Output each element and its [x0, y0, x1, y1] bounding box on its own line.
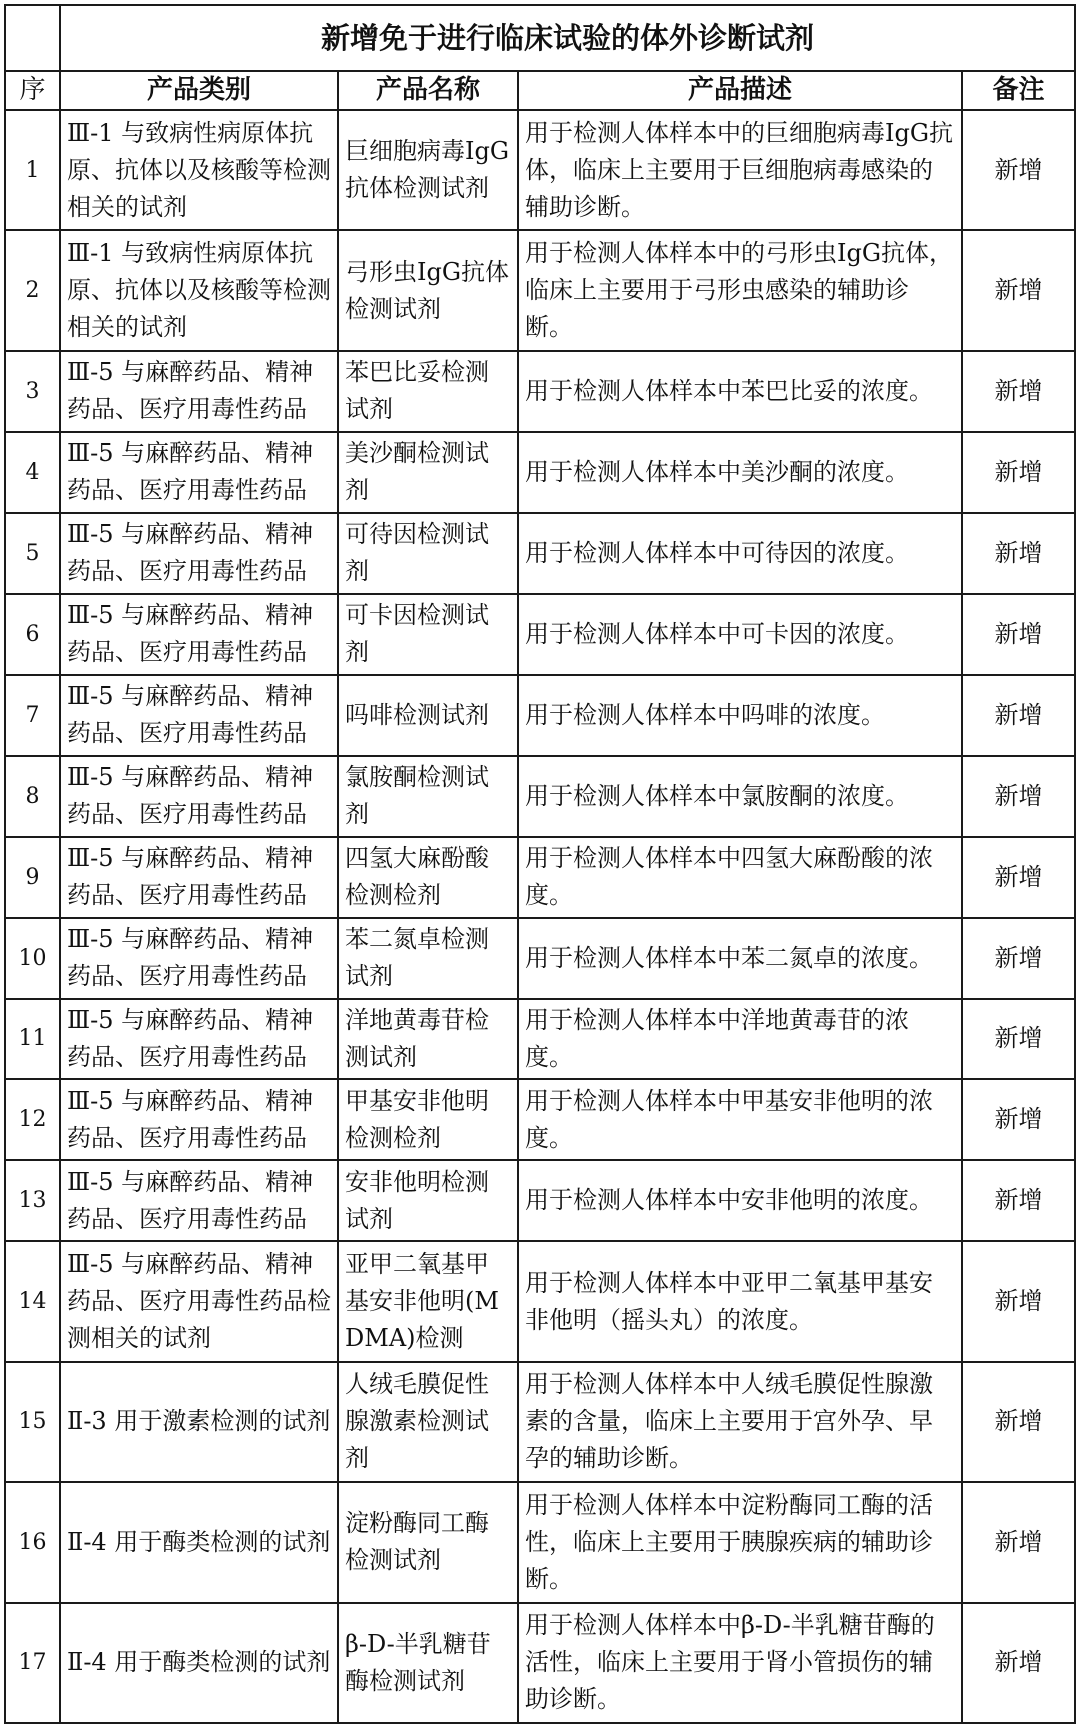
row-num: 12 — [5, 1079, 60, 1160]
row-num: 6 — [5, 594, 60, 675]
row-num: 5 — [5, 513, 60, 594]
table-row — [5, 1362, 1075, 1482]
note-cell: 新增 — [962, 756, 1075, 837]
corner-cell — [5, 5, 60, 71]
product-category: Ⅲ-5 与麻醉药品、精神药品、医疗用毒性药品 — [60, 675, 338, 756]
product-name: 美沙酮检测试剂 — [338, 432, 518, 513]
note-cell: 新增 — [962, 1482, 1075, 1602]
product-category: Ⅲ-5 与麻醉药品、精神药品、医疗用毒性药品 — [60, 837, 338, 918]
row-num: 1 — [5, 110, 60, 230]
note-cell: 新增 — [962, 1603, 1075, 1723]
note-cell: 新增 — [962, 1362, 1075, 1482]
note-cell: 新增 — [962, 918, 1075, 999]
table-row — [5, 999, 1075, 1080]
table-row — [5, 675, 1075, 756]
note-cell: 新增 — [962, 432, 1075, 513]
product-category: Ⅲ-5 与麻醉药品、精神药品、医疗用毒性药品 — [60, 756, 338, 837]
header-description: 产品描述 — [518, 71, 962, 110]
row-num: 9 — [5, 837, 60, 918]
product-category: Ⅲ-5 与麻醉药品、精神药品、医疗用毒性药品 — [60, 1079, 338, 1160]
note-cell: 新增 — [962, 999, 1075, 1080]
product-description: 用于检测人体样本中的弓形虫IgG抗体，临床上主要用于弓形虫感染的辅助诊断。 — [518, 230, 962, 350]
product-name: 安非他明检测试剂 — [338, 1160, 518, 1241]
row-num: 2 — [5, 230, 60, 350]
product-name: 洋地黄毒苷检测试剂 — [338, 999, 518, 1080]
reagent-table — [4, 4, 1076, 1724]
row-num: 4 — [5, 432, 60, 513]
product-name: 四氢大麻酚酸检测检剂 — [338, 837, 518, 918]
product-category: Ⅲ-5 与麻醉药品、精神药品、医疗用毒性药品 — [60, 999, 338, 1080]
table-row — [5, 432, 1075, 513]
header-category: 产品类别 — [60, 71, 338, 110]
product-category: Ⅲ-5 与麻醉药品、精神药品、医疗用毒性药品 — [60, 432, 338, 513]
product-description: 用于检测人体样本中安非他明的浓度。 — [518, 1160, 962, 1241]
table-row — [5, 756, 1075, 837]
note-cell: 新增 — [962, 513, 1075, 594]
note-cell: 新增 — [962, 110, 1075, 230]
table-row — [5, 837, 1075, 918]
product-description: 用于检测人体样本中亚甲二氧基甲基安非他明（摇头丸）的浓度。 — [518, 1241, 962, 1361]
product-name: β-D-半乳糖苷酶检测试剂 — [338, 1603, 518, 1723]
row-num: 16 — [5, 1482, 60, 1602]
row-num: 7 — [5, 675, 60, 756]
table-row — [5, 230, 1075, 350]
product-description: 用于检测人体样本中可待因的浓度。 — [518, 513, 962, 594]
note-cell: 新增 — [962, 837, 1075, 918]
header-note: 备注 — [962, 71, 1075, 110]
table-body — [5, 110, 1075, 1723]
header-row — [5, 71, 1075, 110]
product-name: 巨细胞病毒IgG抗体检测试剂 — [338, 110, 518, 230]
product-category: Ⅱ-3 用于激素检测的试剂 — [60, 1362, 338, 1482]
table-row — [5, 1160, 1075, 1241]
product-category: Ⅲ-5 与麻醉药品、精神药品、医疗用毒性药品 — [60, 1160, 338, 1241]
product-description: 用于检测人体样本中β-D-半乳糖苷酶的活性，临床上主要用于肾小管损伤的辅助诊断。 — [518, 1603, 962, 1723]
product-category: Ⅲ-5 与麻醉药品、精神药品、医疗用毒性药品检测相关的试剂 — [60, 1241, 338, 1361]
product-description: 用于检测人体样本中淀粉酶同工酶的活性，临床上主要用于胰腺疾病的辅助诊断。 — [518, 1482, 962, 1602]
product-name: 弓形虫IgG抗体检测试剂 — [338, 230, 518, 350]
product-description: 用于检测人体样本中甲基安非他明的浓度。 — [518, 1079, 962, 1160]
note-cell: 新增 — [962, 230, 1075, 350]
table-row — [5, 918, 1075, 999]
product-description: 用于检测人体样本中人绒毛膜促性腺激素的含量，临床上主要用于宫外孕、早孕的辅助诊断。 — [518, 1362, 962, 1482]
product-name: 苯二氮卓检测试剂 — [338, 918, 518, 999]
table-row — [5, 1603, 1075, 1723]
table-row — [5, 513, 1075, 594]
product-description: 用于检测人体样本中美沙酮的浓度。 — [518, 432, 962, 513]
product-category: Ⅱ-4 用于酶类检测的试剂 — [60, 1603, 338, 1723]
product-name: 吗啡检测试剂 — [338, 675, 518, 756]
table-title: 新增免于进行临床试验的体外诊断试剂 — [60, 5, 1075, 71]
note-cell: 新增 — [962, 351, 1075, 432]
product-category: Ⅲ-5 与麻醉药品、精神药品、医疗用毒性药品 — [60, 918, 338, 999]
row-num: 10 — [5, 918, 60, 999]
product-category: Ⅱ-4 用于酶类检测的试剂 — [60, 1482, 338, 1602]
product-category: Ⅲ-5 与麻醉药品、精神药品、医疗用毒性药品 — [60, 513, 338, 594]
table-row — [5, 110, 1075, 230]
table-row — [5, 1482, 1075, 1602]
product-description: 用于检测人体样本中可卡因的浓度。 — [518, 594, 962, 675]
product-description: 用于检测人体样本中苯二氮卓的浓度。 — [518, 918, 962, 999]
product-description: 用于检测人体样本中苯巴比妥的浓度。 — [518, 351, 962, 432]
product-description: 用于检测人体样本中吗啡的浓度。 — [518, 675, 962, 756]
product-name: 可待因检测试剂 — [338, 513, 518, 594]
header-num: 序 — [5, 71, 60, 110]
table-row — [5, 594, 1075, 675]
note-cell: 新增 — [962, 1160, 1075, 1241]
product-category: Ⅲ-5 与麻醉药品、精神药品、医疗用毒性药品 — [60, 594, 338, 675]
product-name: 甲基安非他明检测检剂 — [338, 1079, 518, 1160]
row-num: 15 — [5, 1362, 60, 1482]
product-name: 苯巴比妥检测试剂 — [338, 351, 518, 432]
table-row — [5, 1079, 1075, 1160]
product-name: 人绒毛膜促性腺激素检测试剂 — [338, 1362, 518, 1482]
note-cell: 新增 — [962, 594, 1075, 675]
row-num: 13 — [5, 1160, 60, 1241]
table-row — [5, 1241, 1075, 1361]
row-num: 14 — [5, 1241, 60, 1361]
row-num: 17 — [5, 1603, 60, 1723]
product-category: Ⅲ-5 与麻醉药品、精神药品、医疗用毒性药品 — [60, 351, 338, 432]
header-name: 产品名称 — [338, 71, 518, 110]
note-cell: 新增 — [962, 675, 1075, 756]
product-description: 用于检测人体样本中氯胺酮的浓度。 — [518, 756, 962, 837]
product-category: Ⅲ-1 与致病性病原体抗原、抗体以及核酸等检测相关的试剂 — [60, 230, 338, 350]
product-name: 氯胺酮检测试剂 — [338, 756, 518, 837]
product-description: 用于检测人体样本中四氢大麻酚酸的浓度。 — [518, 837, 962, 918]
product-description: 用于检测人体样本中洋地黄毒苷的浓度。 — [518, 999, 962, 1080]
product-name: 淀粉酶同工酶检测试剂 — [338, 1482, 518, 1602]
product-name: 亚甲二氧基甲基安非他明(MDMA)检测 — [338, 1241, 518, 1361]
row-num: 3 — [5, 351, 60, 432]
note-cell: 新增 — [962, 1079, 1075, 1160]
table-row — [5, 351, 1075, 432]
row-num: 8 — [5, 756, 60, 837]
product-category: Ⅲ-1 与致病性病原体抗原、抗体以及核酸等检测相关的试剂 — [60, 110, 338, 230]
note-cell: 新增 — [962, 1241, 1075, 1361]
title-row — [5, 5, 1075, 71]
row-num: 11 — [5, 999, 60, 1080]
product-description: 用于检测人体样本中的巨细胞病毒IgG抗体，临床上主要用于巨细胞病毒感染的辅助诊断。 — [518, 110, 962, 230]
product-name: 可卡因检测试剂 — [338, 594, 518, 675]
